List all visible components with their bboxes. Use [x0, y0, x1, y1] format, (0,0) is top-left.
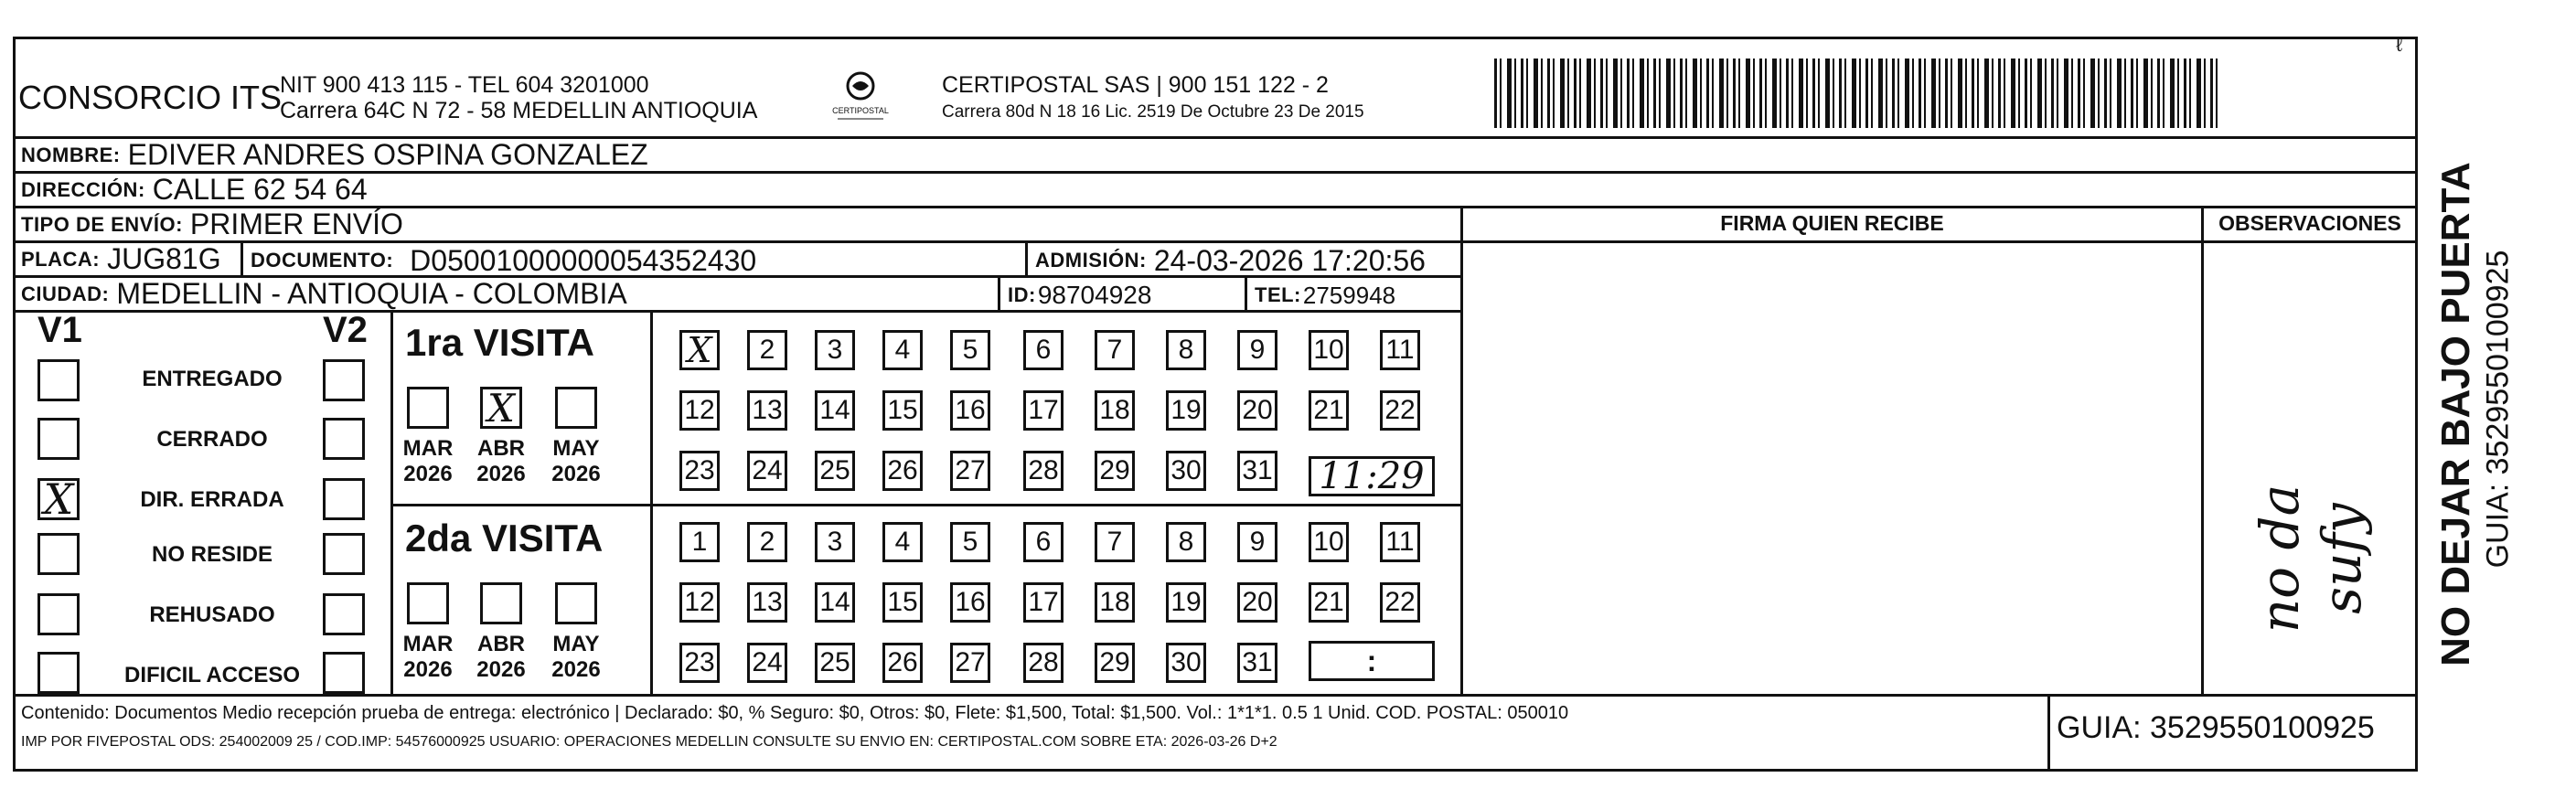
visit2-day-label: 21	[1313, 587, 1344, 617]
visit1-day-label: 22	[1384, 395, 1416, 425]
visit1-day-label: X	[687, 330, 712, 370]
visit2-day-label: 18	[1099, 587, 1130, 617]
side-guia: GUIA: 3529550100925	[2480, 250, 2516, 569]
v1-rehusado-checkbox[interactable]	[37, 593, 80, 635]
visit1-day-10[interactable]	[1309, 330, 1349, 370]
visit1-day-label: 16	[955, 395, 986, 425]
visit1-day-label: 6	[1035, 335, 1052, 365]
observations-header: OBSERVACIONES	[2218, 211, 2401, 235]
visit2-day-label: 16	[955, 587, 986, 617]
visit2-title: 2da VISITA	[405, 517, 604, 559]
visit2-day-label: 10	[1313, 527, 1344, 557]
visit2-day-14[interactable]	[815, 582, 855, 623]
visit2-day-8[interactable]	[1166, 522, 1206, 562]
document-value: D05001000000054352430	[410, 243, 757, 277]
footer-guia-divider	[2047, 694, 2050, 769]
visit1-day-label: 7	[1106, 335, 1123, 365]
visit2-day-label: 9	[1249, 527, 1266, 557]
visit1-day-label: 4	[894, 335, 911, 365]
id-cell	[998, 278, 1245, 313]
row-address	[16, 171, 2415, 206]
visit2-day-label: 14	[819, 587, 850, 617]
visit2-day-5[interactable]	[950, 522, 990, 562]
visit2-day-26[interactable]	[882, 643, 923, 683]
recipient-address: CALLE 62 54 64	[152, 173, 368, 206]
visit2-day-2[interactable]	[747, 522, 787, 562]
recipient-name: EDIVER ANDRES OSPINA GONZALEZ	[127, 138, 648, 171]
footer-top-line	[16, 694, 2415, 697]
signature-header-line	[1460, 240, 2417, 243]
visit2-day-23[interactable]	[679, 643, 720, 683]
id-label: ID:	[1008, 283, 1036, 306]
visit2-day-label: 12	[684, 587, 715, 617]
visit1-day-4[interactable]	[882, 330, 923, 370]
visit2-day-label: 23	[684, 647, 715, 677]
visit1-day-13[interactable]	[747, 390, 787, 431]
visit2-time: :	[1366, 644, 1377, 677]
visit1-day-6[interactable]	[1023, 330, 1064, 370]
visit1-time: 11:29	[1319, 455, 1425, 497]
v2-dir-errada-checkbox[interactable]	[323, 478, 365, 520]
document-cell	[240, 243, 1027, 278]
row-plate-document	[16, 240, 1460, 275]
visit2-day-9[interactable]	[1237, 522, 1277, 562]
city-label: CIUDAD:	[21, 282, 110, 305]
visit1-day-label: 9	[1249, 335, 1266, 365]
visit1-day-label: 29	[1099, 455, 1130, 485]
visit1-day-30[interactable]	[1166, 451, 1206, 491]
visit1-abr	[469, 436, 533, 487]
status-rehusado: REHUSADO	[149, 602, 275, 627]
logo-text: CERTIPOSTAL	[832, 106, 889, 115]
visit1-day-23[interactable]	[679, 451, 720, 491]
visit1-day-27[interactable]	[950, 451, 990, 491]
status-entregado: ENTREGADO	[142, 367, 283, 391]
visit2-day-label: 7	[1106, 527, 1123, 557]
visit1-month-mark: X	[487, 385, 515, 431]
signature-header: FIRMA QUIEN RECIBE	[1720, 211, 1944, 235]
shipment-type: PRIMER ENVÍO	[189, 208, 403, 240]
tel-label: TEL:	[1255, 283, 1301, 306]
v1-no-reside-checkbox[interactable]	[37, 533, 80, 575]
visit1-abr-label: ABR	[477, 436, 525, 461]
company-name: CONSORCIO ITS	[18, 79, 283, 116]
visit-divider	[390, 504, 1460, 506]
visit1-day-2[interactable]	[747, 330, 787, 370]
visit1-day-8[interactable]	[1166, 330, 1206, 370]
visit1-mar-label: MAR	[402, 436, 454, 461]
visit1-day-22[interactable]	[1380, 390, 1420, 431]
visit2-day-4[interactable]	[882, 522, 923, 562]
visit1-month-may-checkbox[interactable]	[555, 387, 597, 429]
visit1-mar	[396, 436, 460, 487]
visit2-day-27[interactable]	[950, 643, 990, 683]
divider-observations	[2201, 206, 2204, 694]
visit2-day-28[interactable]	[1023, 643, 1064, 683]
visit2-may-label: MAY	[552, 632, 600, 656]
visit2-day-label: 11	[1385, 527, 1415, 557]
visit2-day-6[interactable]	[1023, 522, 1064, 562]
visit1-day-label: 14	[819, 395, 850, 425]
visit1-day-16[interactable]	[950, 390, 990, 431]
visit1-month-mar-checkbox[interactable]	[407, 387, 449, 429]
status-no-reside: NO RESIDE	[151, 542, 273, 567]
v1-cerrado-checkbox[interactable]	[37, 418, 80, 460]
visit1-day-label: 3	[827, 335, 843, 365]
visit1-day-3[interactable]	[815, 330, 855, 370]
observations-handwriting: no da sufy	[2249, 484, 2373, 634]
visit2-day-25[interactable]	[815, 643, 855, 683]
visit2-day-label: 13	[752, 587, 783, 617]
v2-rehusado-checkbox[interactable]	[323, 593, 365, 635]
visit2-day-label: 31	[1242, 647, 1273, 677]
status-cerrado: CERRADO	[156, 427, 268, 452]
visit2-abr-label: ABR	[477, 632, 525, 656]
visit1-day-14[interactable]	[815, 390, 855, 431]
visit2-day-29[interactable]	[1095, 643, 1135, 683]
visit2-day-13[interactable]	[747, 582, 787, 623]
visit1-day-label: 30	[1170, 455, 1202, 485]
document-label: DOCUMENTO:	[251, 249, 394, 272]
visit2-day-label: 15	[887, 587, 918, 617]
visit1-day-7[interactable]	[1095, 330, 1135, 370]
visit2-day-15[interactable]	[882, 582, 923, 623]
visit2-abr-year: 2026	[476, 657, 526, 682]
visit2-day-21[interactable]	[1309, 582, 1349, 623]
visit2-day-label: 25	[819, 647, 850, 677]
visit1-abr-year: 2026	[476, 462, 526, 486]
id-value: 98704928	[1037, 281, 1152, 309]
visit1-day-24[interactable]	[747, 451, 787, 491]
visit2-may	[544, 632, 608, 683]
visit2-day-label: 24	[752, 647, 783, 677]
visit2-day-24[interactable]	[747, 643, 787, 683]
visit1-day-28[interactable]	[1023, 451, 1064, 491]
address-label: DIRECCIÓN:	[21, 177, 145, 201]
visit1-day-label: 20	[1242, 395, 1273, 425]
divider-signature	[1460, 206, 1463, 694]
visit2-mar-label: MAR	[402, 632, 454, 656]
visit1-day-18[interactable]	[1095, 390, 1135, 431]
visit2-day-3[interactable]	[815, 522, 855, 562]
visit1-day-label: 28	[1028, 455, 1059, 485]
side-text	[2420, 162, 2516, 675]
row-name	[16, 136, 2415, 171]
status-divider	[390, 310, 393, 694]
visit2-day-30[interactable]	[1166, 643, 1206, 683]
visit2-may-year: 2026	[551, 657, 601, 682]
visit1-day-label: 8	[1178, 335, 1194, 365]
visit1-day-label: 12	[684, 395, 715, 425]
footer-guia: GUIA: 3529550100925	[2057, 710, 2375, 745]
visit2-day-label: 27	[955, 647, 986, 677]
footer-content: Contenido: Documentos Medio recepción prueba de entrega: electrónico | Declarado: $0, % Seguro: $0, Otros: $0, Flete: $1,500, Total: $1,500. Vol.: 1*1*1. 0.5 1 Unid. COD. POSTAL: 050010	[21, 703, 1569, 723]
visit1-may-year: 2026	[551, 462, 601, 486]
v2-dificil-acceso-checkbox[interactable]	[323, 652, 365, 694]
visit1-day-29[interactable]	[1095, 451, 1135, 491]
visit1-day-20[interactable]	[1237, 390, 1277, 431]
v2-entregado-checkbox[interactable]	[323, 359, 365, 401]
admission-label: ADMISIÓN:	[1035, 249, 1147, 272]
visit1-day-26[interactable]	[882, 451, 923, 491]
tel-value: 2759948	[1302, 281, 1396, 309]
visit1-day-label: 23	[684, 455, 715, 485]
corner-mark: ℓ	[2396, 33, 2403, 56]
visit1-day-label: 27	[955, 455, 986, 485]
visit1-day-1[interactable]	[679, 330, 720, 370]
visit1-day-label: 15	[887, 395, 918, 425]
visit2-day-label: 26	[887, 647, 918, 677]
visit1-day-label: 17	[1028, 395, 1059, 425]
visit1-time-box[interactable]	[1309, 456, 1435, 496]
visit2-day-label: 19	[1170, 587, 1202, 617]
company-nit-line: NIT 900 413 115 - TEL 604 3201000	[280, 72, 649, 98]
visit1-day-label: 11	[1385, 335, 1415, 365]
status-dir-errada: DIR. ERRADA	[140, 487, 284, 512]
months-divider	[650, 310, 653, 694]
visit2-day-31[interactable]	[1237, 643, 1277, 683]
visit2-day-11[interactable]	[1380, 522, 1420, 562]
visit2-day-1[interactable]	[679, 522, 720, 562]
visit1-day-label: 24	[752, 455, 783, 485]
side-no-dejar: NO DEJAR BAJO PUERTA	[2433, 162, 2478, 666]
admission-cell	[1025, 243, 1460, 278]
admission-value: 24-03-2026 17:20:56	[1153, 243, 1426, 277]
visit2-day-label: 6	[1035, 527, 1052, 557]
visit1-day-17[interactable]	[1023, 390, 1064, 431]
visit2-day-17[interactable]	[1023, 582, 1064, 623]
visit2-day-7[interactable]	[1095, 522, 1135, 562]
visit1-day-21[interactable]	[1309, 390, 1349, 431]
visit2-time-box[interactable]	[1309, 641, 1435, 681]
visit1-day-label: 18	[1099, 395, 1130, 425]
visit2-month-abr-checkbox[interactable]	[480, 582, 522, 624]
visit2-month-may-checkbox[interactable]	[555, 582, 597, 624]
carrier-line2: Carrera 80d N 18 16 Lic. 2519 De Octubre 23 De 2015	[942, 102, 1364, 122]
v1-entregado-checkbox[interactable]	[37, 359, 80, 401]
visit2-day-label: 2	[759, 527, 775, 557]
status-dificil-acceso: DIFICIL ACCESO	[123, 663, 300, 687]
city-value: MEDELLIN - ANTIOQUIA - COLOMBIA	[116, 277, 627, 310]
visit1-day-19[interactable]	[1166, 390, 1206, 431]
visit2-day-19[interactable]	[1166, 582, 1206, 623]
visit1-mar-year: 2026	[403, 462, 453, 486]
visit1-month-abr-checkbox[interactable]	[480, 387, 522, 429]
visit1-day-label: 10	[1313, 335, 1344, 365]
visit2-day-12[interactable]	[679, 582, 720, 623]
visit2-day-10[interactable]	[1309, 522, 1349, 562]
visit2-month-mar-checkbox[interactable]	[407, 582, 449, 624]
visit2-day-label: 3	[827, 527, 843, 557]
visit1-day-25[interactable]	[815, 451, 855, 491]
delivery-form	[13, 37, 2418, 772]
shipment-type-label: TIPO DE ENVÍO:	[21, 212, 183, 236]
plate-value: JUG81G	[107, 242, 221, 275]
visit2-day-label: 20	[1242, 587, 1273, 617]
v1-label: V1	[37, 310, 82, 350]
name-label: NOMBRE:	[21, 143, 121, 166]
visit1-day-5[interactable]	[950, 330, 990, 370]
visit2-abr	[469, 632, 533, 683]
tel-cell	[1245, 278, 1460, 313]
visit2-mar	[396, 632, 460, 683]
visit2-day-20[interactable]	[1237, 582, 1277, 623]
visit2-day-label: 4	[894, 527, 911, 557]
visit1-day-31[interactable]	[1237, 451, 1277, 491]
visit2-day-label: 28	[1028, 647, 1059, 677]
carrier-line1: CERTIPOSTAL SAS | 900 151 122 - 2	[942, 72, 1329, 98]
visit2-day-label: 5	[962, 527, 978, 557]
visit1-may	[544, 436, 608, 487]
visit1-day-9[interactable]	[1237, 330, 1277, 370]
visit1-day-11[interactable]	[1380, 330, 1420, 370]
v1-dir-errada-checkbox[interactable]	[37, 474, 80, 524]
visit2-mar-year: 2026	[403, 657, 453, 682]
v1-dir-errada-mark: X	[43, 474, 74, 524]
v1-dificil-acceso-checkbox[interactable]	[37, 652, 80, 694]
visit2-day-label: 17	[1028, 587, 1059, 617]
visit2-day-label: 1	[691, 527, 708, 557]
status-top-line	[16, 310, 1460, 313]
footer-imp: IMP POR FIVEPOSTAL ODS: 254002009 25 / COD.IMP: 54576000925 USUARIO: OPERACIONES MEDELLIN CONSULTE SU ENVIO EN: CERTIPOSTAL.COM SOBRE ETA: 2026-03-26 D+2	[21, 734, 1277, 750]
visit2-day-label: 29	[1099, 647, 1130, 677]
v2-cerrado-checkbox[interactable]	[323, 418, 365, 460]
visit1-day-label: 31	[1242, 455, 1273, 485]
visit2-day-label: 30	[1170, 647, 1202, 677]
visit1-may-label: MAY	[552, 436, 600, 461]
visit2-day-18[interactable]	[1095, 582, 1135, 623]
visit2-day-label: 8	[1178, 527, 1194, 557]
v2-label: V2	[323, 310, 368, 350]
visit1-day-label: 21	[1313, 395, 1344, 425]
visit1-day-label: 26	[887, 455, 918, 485]
visit1-day-12[interactable]	[679, 390, 720, 431]
visit1-title: 1ra VISITA	[405, 321, 594, 364]
visit1-day-label: 2	[759, 335, 775, 365]
visit2-day-22[interactable]	[1380, 582, 1420, 623]
plate-label: PLACA:	[21, 247, 101, 271]
visit1-day-label: 5	[962, 335, 978, 365]
visit1-day-15[interactable]	[882, 390, 923, 431]
company-address-line: Carrera 64C N 72 - 58 MEDELLIN ANTIOQUIA	[280, 98, 758, 123]
visit1-day-label: 19	[1170, 395, 1202, 425]
row-city	[16, 275, 1460, 310]
visit1-day-label: 13	[752, 395, 783, 425]
visit2-day-16[interactable]	[950, 582, 990, 623]
v2-no-reside-checkbox[interactable]	[323, 533, 365, 575]
visit1-day-label: 25	[819, 455, 850, 485]
visit2-day-label: 22	[1384, 587, 1416, 617]
